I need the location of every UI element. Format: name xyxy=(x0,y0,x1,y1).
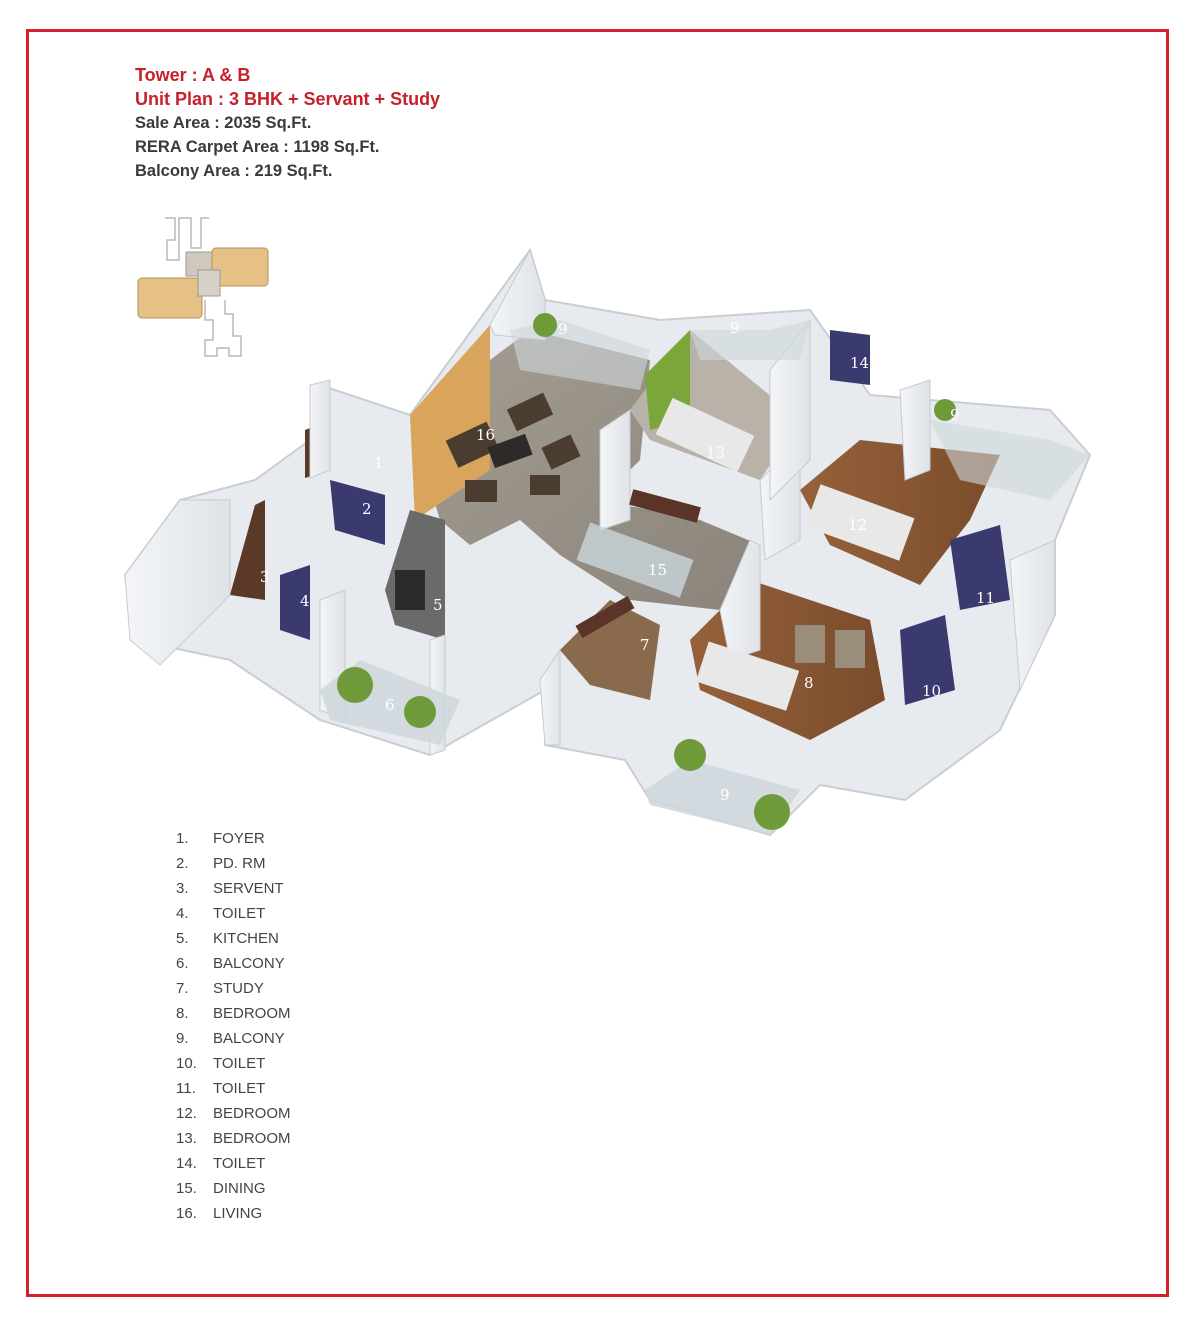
legend-item: 8. BEDROOM xyxy=(176,1005,291,1022)
label-dining: 15 xyxy=(648,561,668,579)
label-foyer: 1 xyxy=(374,454,384,472)
label-balcony-9c: 9 xyxy=(950,406,960,424)
legend-item: 5. KITCHEN xyxy=(176,930,279,947)
unit-plan-title: Unit Plan : 3 BHK + Servant + Study xyxy=(135,89,441,109)
legend-item: 4. TOILET xyxy=(176,905,266,922)
label-balcony-9d: 9 xyxy=(720,786,730,804)
sale-area: Sale Area : 2035 Sq.Ft. xyxy=(135,114,312,132)
rera-carpet-area: RERA Carpet Area : 1198 Sq.Ft. xyxy=(135,138,380,156)
label-toilet-10: 10 xyxy=(922,682,942,700)
legend-item: 6. BALCONY xyxy=(176,955,285,972)
legend-item: 16. LIVING xyxy=(176,1205,263,1222)
legend-item: 1. FOYER xyxy=(176,830,265,847)
legend-item: 13. BEDROOM xyxy=(176,1130,291,1147)
legend-item: 14. TOILET xyxy=(176,1155,266,1172)
legend-item: 3. SERVENT xyxy=(176,880,284,897)
key-plan xyxy=(138,218,268,356)
label-toilet-14: 14 xyxy=(850,354,870,372)
label-bedroom-8: 8 xyxy=(804,674,814,692)
label-servant: 3 xyxy=(260,568,270,586)
legend-item: 2. PD. RM xyxy=(176,855,266,872)
label-toilet-4: 4 xyxy=(300,592,310,610)
label-toilet-11: 11 xyxy=(976,589,996,607)
label-balcony-9a: 9 xyxy=(558,320,568,338)
legend-item: 9. BALCONY xyxy=(176,1030,285,1047)
label-bedroom-12: 12 xyxy=(848,516,868,534)
label-kitchen: 5 xyxy=(433,596,443,614)
tower-title: Tower : A & B xyxy=(135,65,251,85)
label-pd-rm: 2 xyxy=(362,500,372,518)
label-living: 16 xyxy=(476,426,496,444)
legend-item: 7. STUDY xyxy=(176,980,264,997)
label-bedroom-13: 13 xyxy=(706,444,726,462)
balcony-area: Balcony Area : 219 Sq.Ft. xyxy=(135,162,333,180)
legend-item: 11. TOILET xyxy=(176,1080,266,1097)
legend-item: 12. BEDROOM xyxy=(176,1105,291,1122)
room-legend xyxy=(176,826,291,1226)
legend-item: 15. DINING xyxy=(176,1180,266,1197)
label-study: 7 xyxy=(640,636,650,654)
label-balcony-9b: 9 xyxy=(730,319,740,337)
legend-item: 10. TOILET xyxy=(176,1055,266,1072)
label-balcony-6: 6 xyxy=(385,696,395,714)
